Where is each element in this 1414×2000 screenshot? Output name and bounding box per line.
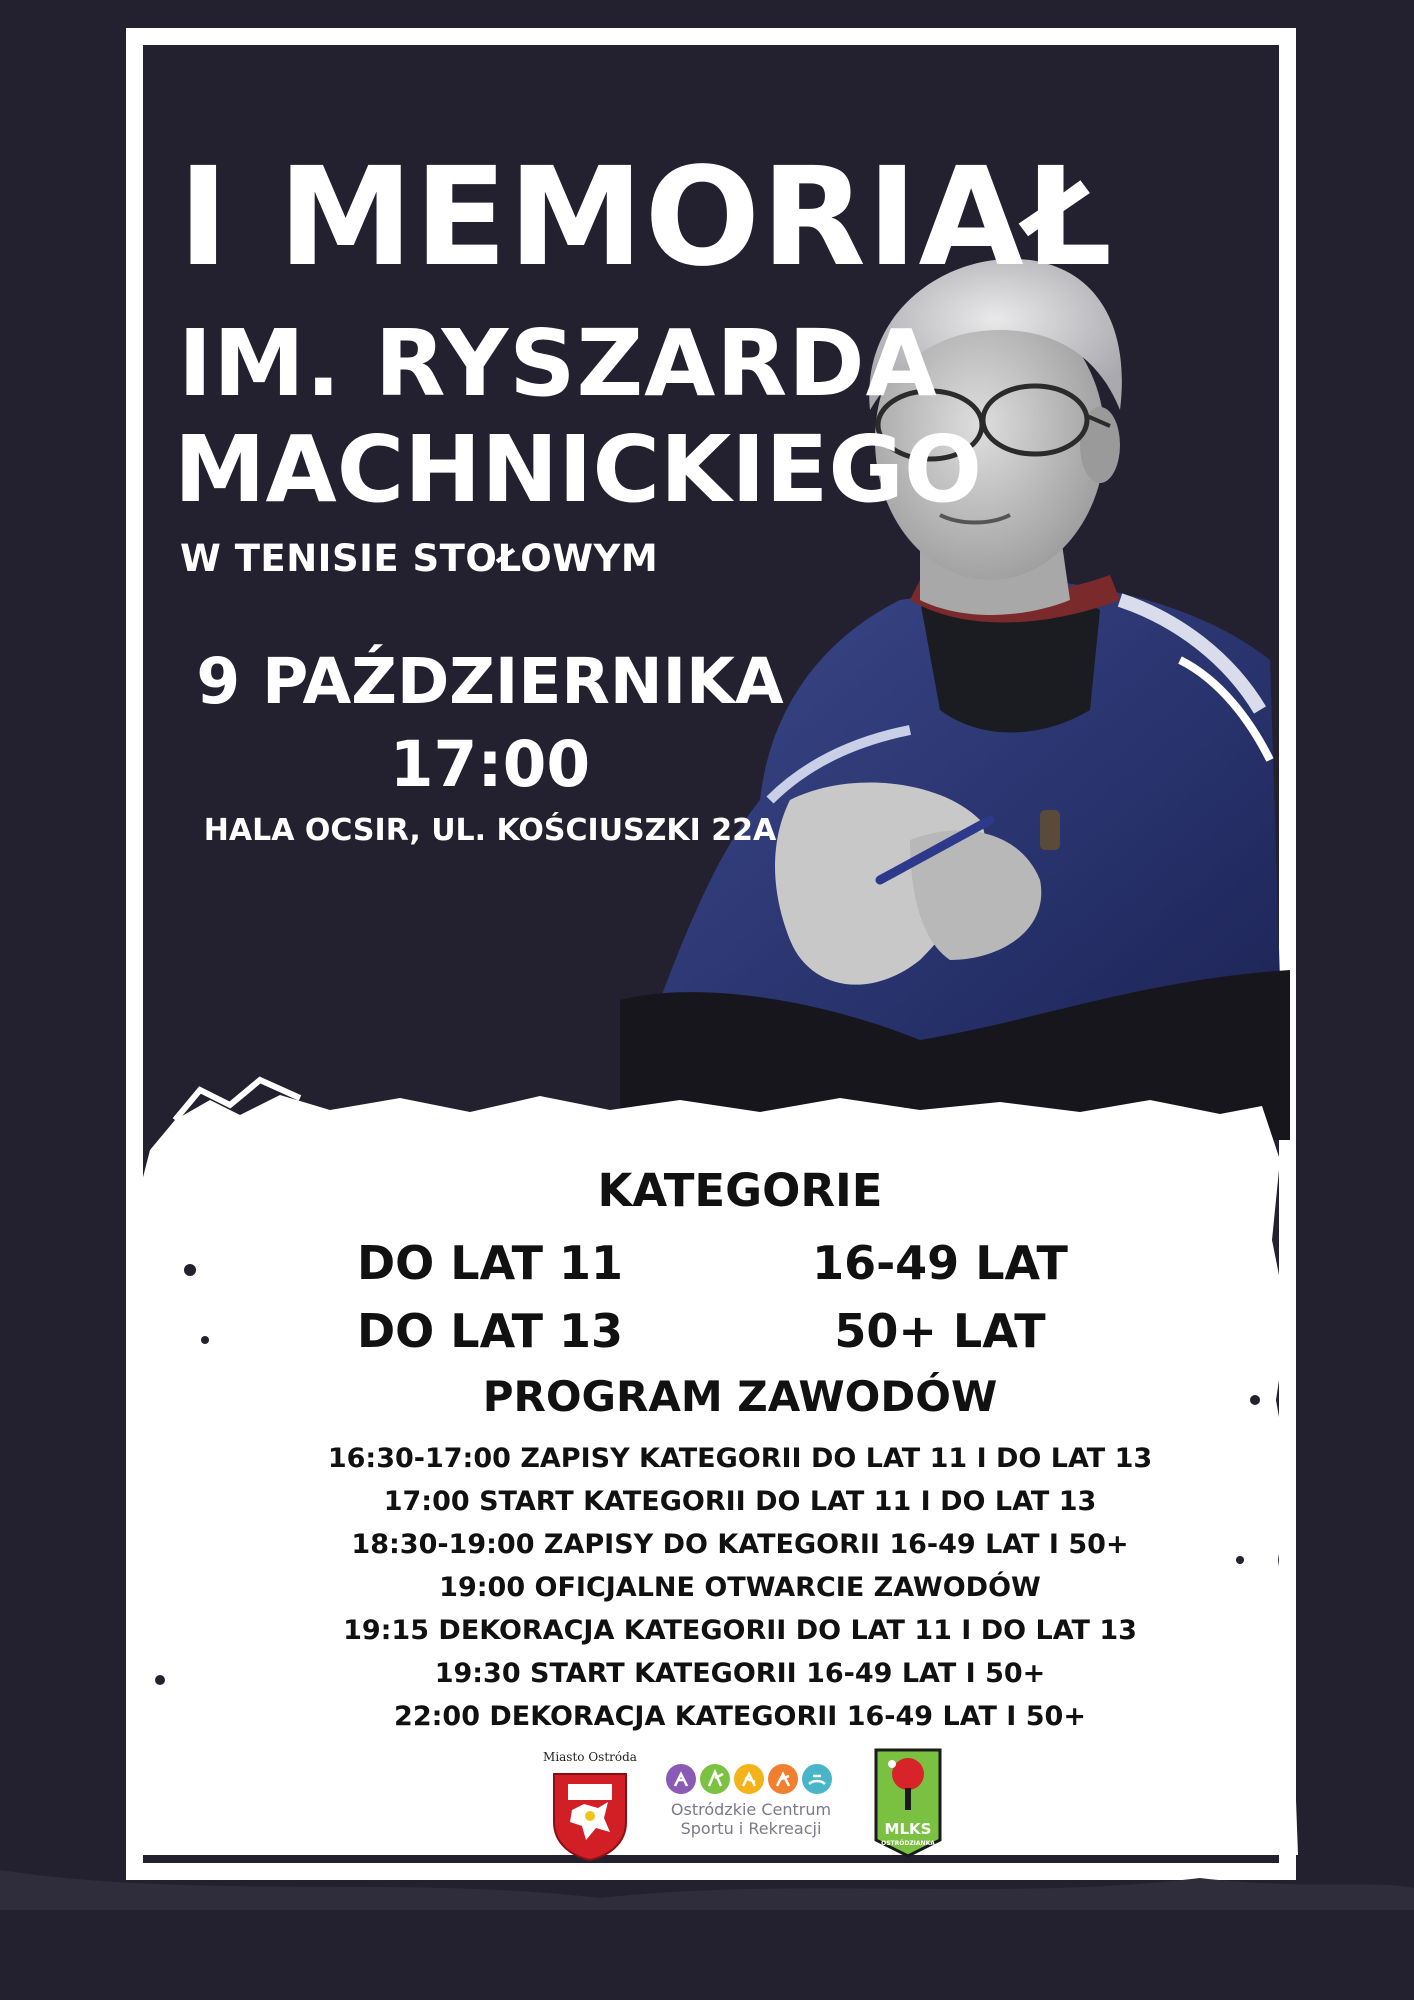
logo-miasto-ostroda xyxy=(538,1750,642,1866)
schedule-item: 19:15 DEKORACJA KATEGORII DO LAT 11 I DO LAT 13 xyxy=(343,1615,1137,1646)
logo-city-caption: Miasto Ostróda xyxy=(543,1750,637,1764)
mlks-text: MLKS xyxy=(884,1820,932,1838)
schedule-item: 19:00 OFICJALNE OTWARCIE ZAWODÓW xyxy=(439,1572,1041,1603)
program-schedule xyxy=(260,1437,1220,1738)
logo-ocsir xyxy=(660,1762,842,1838)
logo-mlks-ostrodzianka xyxy=(872,1748,944,1858)
schedule-item: 22:00 DEKORACJA KATEGORII 16-49 LAT I 50+ xyxy=(394,1701,1086,1732)
event-date: 9 PAŹDZIERNIKA xyxy=(196,645,784,718)
title-line-2: IM. RYSZARDA xyxy=(178,310,938,417)
title-line-1: I MEMORIAŁ xyxy=(178,139,1114,297)
category-item: DO LAT 13 xyxy=(356,1304,624,1358)
schedule-item: 18:30-19:00 ZAPISY DO KATEGORII 16-49 LAT I 50+ xyxy=(351,1529,1129,1560)
category-item: 50+ LAT xyxy=(834,1304,1046,1358)
mlks-subtext: OSTRÓDZIANKA xyxy=(881,1840,935,1847)
city-coat-of-arms-icon xyxy=(550,1770,630,1862)
program-heading: PROGRAM ZAWODÓW xyxy=(482,1372,998,1421)
schedule-item: 16:30-17:00 ZAPISY KATEGORII DO LAT 11 I DO LAT 13 xyxy=(327,1443,1153,1474)
event-venue: HALA OCSIR, UL. KOŚCIUSZKI 22A xyxy=(203,813,777,848)
schedule-item: 19:30 START KATEGORII 16-49 LAT I 50+ xyxy=(434,1658,1046,1689)
category-item: DO LAT 11 xyxy=(356,1236,624,1290)
ocsir-caption-line-1: Ostródzkie Centrum xyxy=(670,1800,832,1819)
ocsir-caption-line-2: Sportu i Rekreacji xyxy=(680,1819,822,1838)
category-item: 16-49 LAT xyxy=(812,1236,1068,1290)
ocsir-sports-icons xyxy=(663,1762,839,1796)
event-time: 17:00 xyxy=(389,728,591,801)
title-subtitle: W TENISIE STOŁOWYM xyxy=(180,537,659,580)
title-line-3: MACHNICKIEGO xyxy=(174,416,983,523)
schedule-item: 17:00 START KATEGORII DO LAT 11 I DO LAT 13 xyxy=(383,1486,1097,1517)
categories-heading: KATEGORIE xyxy=(597,1164,883,1217)
